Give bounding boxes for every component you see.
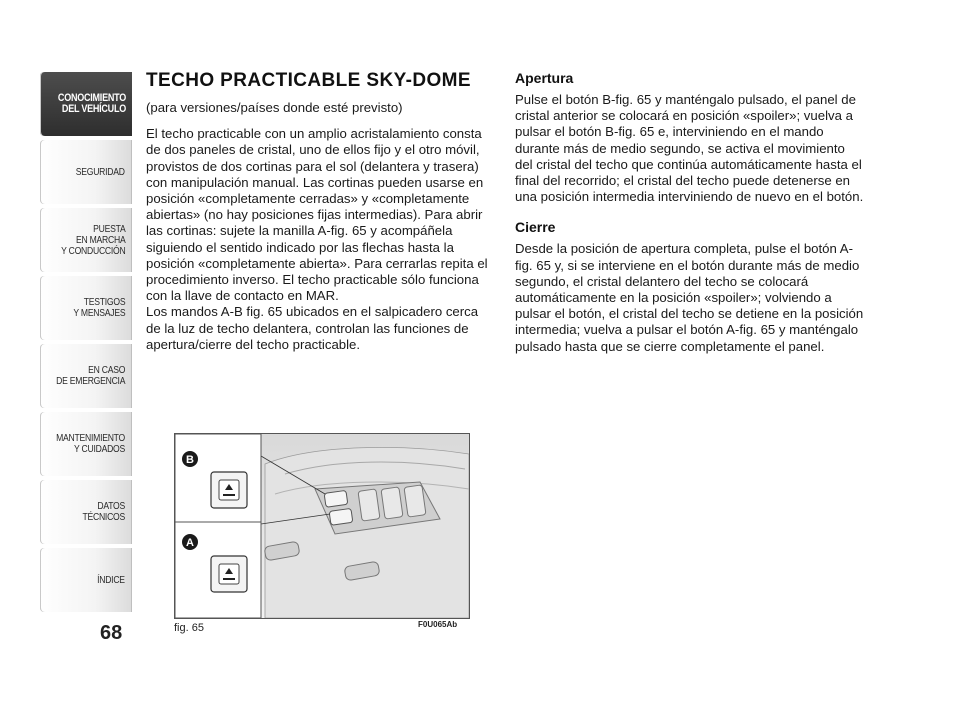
tab-label: SEGURIDAD (76, 165, 125, 178)
body-paragraph-2: Los mandos A-B fig. 65 ubicados en el salpicadero cerca de la luz de techo delantera, controlan las funciones de apertura/cierre del techo practicable. (146, 304, 479, 352)
tab-seguridad[interactable] (40, 140, 132, 204)
tab-label: DATOS TÉCNICOS (82, 500, 125, 523)
body-paragraph-1: El techo practicable con un amplio acristalamiento consta de dos paneles de cristal, uno de ellos fijo y el otro móvil, provistos de dos cortinas para el sol (delantera y trasera) con manipulación manual. Las cortinas pueden usarse en posición «completamente cerradas» y «completamente abiertas» (no hay posiciones fijas intermedias). Para abrir las cortinas: sujete la manilla A-fig. 65 y acompáñela siguiendo el sentido indicado por las flechas hasta la posición «completamente abierta». Para cerrarlas repita el procedimiento inverso. El techo practicable sólo funciona con la llave de contacto en MAR. (146, 126, 488, 304)
figure-code: F0U065Ab (418, 620, 458, 629)
tab-conocimiento[interactable] (40, 72, 132, 136)
label-b: B (186, 454, 194, 466)
tab-datos-tecnicos[interactable] (40, 480, 132, 544)
page-number: 68 (100, 622, 123, 644)
opening-heading: Apertura (515, 70, 574, 86)
tab-mantenimiento[interactable] (40, 412, 132, 476)
tab-label: EN CASO DE EMERGENCIA (55, 364, 125, 387)
roof-controls-illustration (175, 434, 469, 618)
tab-label: ÍNDICE (97, 573, 125, 586)
closing-text: Desde la posición de apertura completa, pulse el botón A-fig. 65 y, si se interviene en el botón durante más de medio segundo, el cristal delantero del techo se colocará automáticamente en la posición «spoiler»; volviendo a pulsar el botón, el cristal del techo se detiene en la posición intermedia; vuelva a pulsar el botón A-fig. 65 y manténgalo pulsado hasta que se cierre completamente el panel. (515, 241, 864, 354)
section-subtitle: (para versiones/países donde esté previsto) (146, 100, 403, 115)
section-title: TECHO PRACTICABLE SKY-DOME (146, 70, 471, 91)
figure-65 (174, 433, 470, 619)
left-column (146, 70, 496, 363)
figure-caption: fig. 65 (174, 622, 204, 634)
tab-indice[interactable] (40, 548, 132, 612)
closing-heading: Cierre (515, 219, 556, 236)
tab-label: PUESTA EN MARCHA Y CONDUCCIÓN (60, 222, 125, 257)
label-a: A (186, 537, 194, 549)
tab-label: CONOCIMIENTO DEL VEHÍCULO (57, 92, 126, 115)
right-column (515, 70, 865, 369)
tab-label: MANTENIMIENTO Y CUIDADOS (56, 432, 125, 455)
tab-emergencia[interactable] (40, 344, 132, 408)
tab-label: TESTIGOS Y MENSAJES (73, 296, 125, 319)
chapter-tabs (40, 72, 132, 616)
opening-text: Pulse el botón B-fig. 65 y manténgalo pulsado, el panel de cristal anterior se colocará en posición «spoiler»; vuelva a pulsar el botón B-fig. 65 e, interviniendo en el mando durante más de medio segundo, se activa el movimiento del cristal del techo que continúa automáticamente hasta el final del recorrido; el cristal del techo puede detenerse en una posición intermedia interviniendo de nuevo en el botón. (515, 92, 864, 205)
tab-testigos[interactable] (40, 276, 132, 340)
tab-puesta-en-marcha[interactable] (40, 208, 132, 272)
